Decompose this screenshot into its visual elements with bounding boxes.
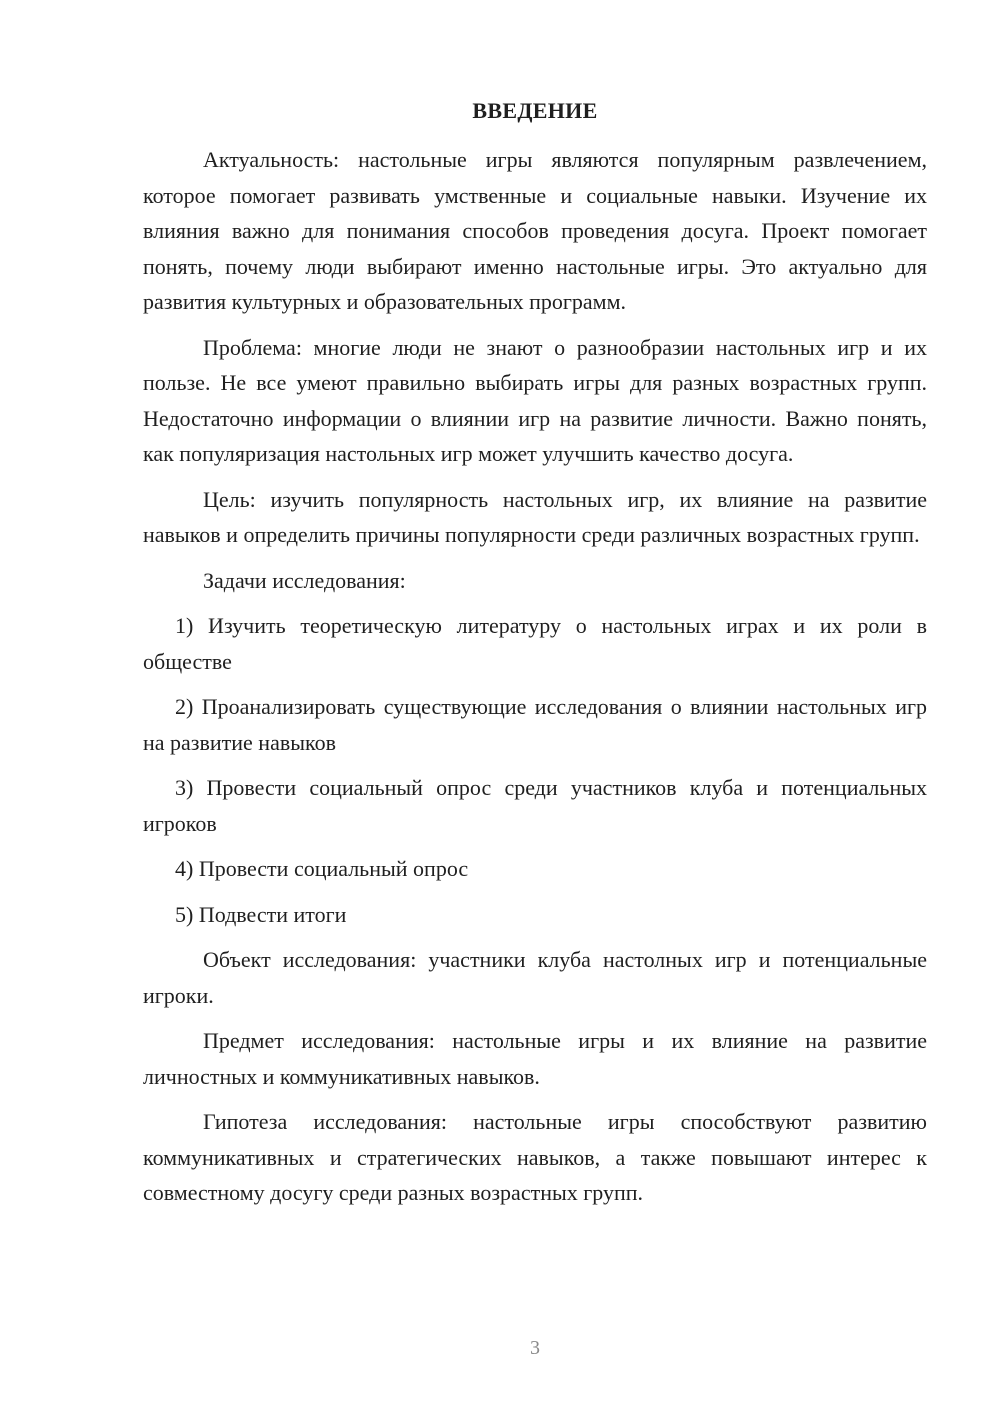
paragraph-problem: Проблема: многие люди не знают о разнообразии настольных игр и их пользе. Не все умеют правильно выбирать игры для разных возрастных групп. Недостаточно информации о влиянии игр на развитие личности. Важно понять, как популяризация настольных игр может улучшить качество досуга.	[143, 334, 927, 466]
task-item-3: 3) Провести социальный опрос среди участников клуба и потенциальных игроков	[143, 775, 927, 836]
page-number: 3	[530, 1337, 540, 1359]
task-item-4: 4) Провести социальный опрос	[175, 856, 469, 881]
paragraph-goal: Цель: изучить популярность настольных игр, их влияние на развитие навыков и определить причины популярности среди различных возрастных групп.	[143, 486, 927, 547]
task-item-1: 1) Изучить теоретическую литературу о настольных играх и их роли в обществе	[143, 613, 927, 674]
section-title: ВВЕДЕНИЕ	[472, 98, 598, 123]
document-body	[143, 142, 927, 1221]
paragraph-tasks-heading: Задачи исследования:	[203, 567, 406, 593]
paragraph-relevance: Актуальность: настольные игры являются популярным развлечением, которое помогает развивать умственные и социальные навыки. Изучение их влияния важно для понимания способов проведения досуга. Проект помогает понять, почему люди выбирают именно настольные игры. Это актуально для развития культурных и образовательных программ.	[143, 147, 927, 314]
paragraph-hypothesis: Гипотеза исследования: настольные игры способствуют развитию коммуникативных и стратегических навыков, а также повышают интерес к совместному досугу среди разных возрастных групп.	[143, 1109, 927, 1205]
task-item-2: 2) Проанализировать существующие исследования о влиянии настольных игр на развитие навыков	[143, 694, 927, 755]
paragraph-subject: Предмет исследования: настольные игры и их влияние на развитие личностных и коммуникативных навыков.	[143, 1028, 927, 1089]
task-item-5: 5) Подвести итоги	[175, 901, 347, 927]
paragraph-object: Объект исследования: участники клуба настолных игр и потенциальные игроки.	[143, 947, 927, 1008]
